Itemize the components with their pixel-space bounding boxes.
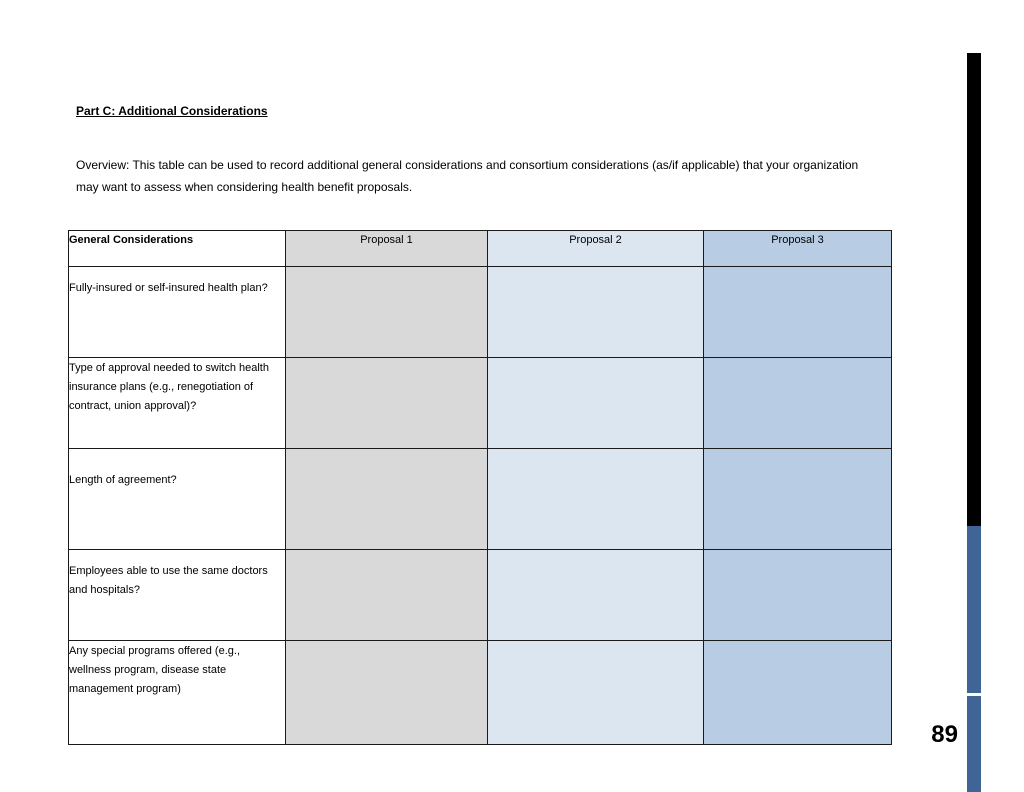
table-row <box>69 358 892 449</box>
row-label: Employees able to use the same doctors and hospitals? <box>69 550 286 641</box>
table-row <box>69 449 892 550</box>
section-title: Part C: Additional Considerations <box>76 104 268 118</box>
proposal-1-cell[interactable] <box>286 449 488 550</box>
header-general-considerations: General Considerations <box>69 231 286 267</box>
table-row <box>69 641 892 745</box>
proposal-1-cell[interactable] <box>286 358 488 449</box>
proposal-2-cell[interactable] <box>488 641 704 745</box>
side-bar-divider <box>967 693 981 696</box>
header-proposal-2: Proposal 2 <box>488 231 704 267</box>
proposal-3-cell[interactable] <box>704 358 892 449</box>
row-label: Type of approval needed to switch health insurance plans (e.g., renegotiation of contract, union approval)? <box>69 358 286 449</box>
side-bar-accent <box>967 526 981 792</box>
table-row <box>69 267 892 358</box>
proposal-3-cell[interactable] <box>704 449 892 550</box>
proposal-2-cell[interactable] <box>488 449 704 550</box>
page-number: 89 <box>931 721 958 748</box>
row-label: Any special programs offered (e.g., wellness program, disease state management program) <box>69 641 286 745</box>
proposal-1-cell[interactable] <box>286 641 488 745</box>
proposal-3-cell[interactable] <box>704 641 892 745</box>
proposal-2-cell[interactable] <box>488 267 704 358</box>
header-proposal-1: Proposal 1 <box>286 231 488 267</box>
side-bar-dark <box>967 53 981 526</box>
proposal-3-cell[interactable] <box>704 267 892 358</box>
proposal-2-cell[interactable] <box>488 358 704 449</box>
row-label: Fully-insured or self-insured health plan? <box>69 267 286 358</box>
table-row <box>69 550 892 641</box>
row-label: Length of agreement? <box>69 449 286 550</box>
proposal-3-cell[interactable] <box>704 550 892 641</box>
table-header-row <box>69 231 892 267</box>
proposal-2-cell[interactable] <box>488 550 704 641</box>
considerations-table <box>68 230 892 745</box>
proposal-1-cell[interactable] <box>286 267 488 358</box>
overview-paragraph: Overview: This table can be used to record additional general considerations and consortium considerations (as/if applicable) that your organization may want to assess when considering health benefit proposals. <box>76 158 859 194</box>
proposal-1-cell[interactable] <box>286 550 488 641</box>
header-proposal-3: Proposal 3 <box>704 231 892 267</box>
